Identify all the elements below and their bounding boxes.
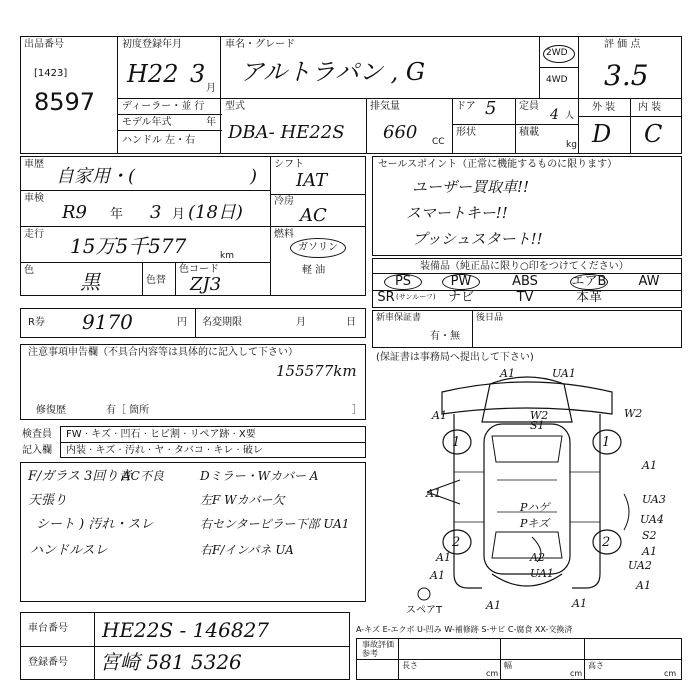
capacity-label: 定員 [519,101,539,112]
first-registration-era: H22 [127,60,179,88]
inspection-year-unit: 年 [110,207,124,222]
length-cm: cm [486,669,499,678]
fuel-gasoline: ガソリン [298,242,338,253]
inspection-label: 車検 [24,193,44,204]
length-label: 長さ [402,661,418,670]
history-label: 車歴 [24,159,44,170]
repair-history-label: 修復歴 [36,405,66,416]
frame-number-value: HE22S - 146827 [102,618,270,642]
divider [60,442,366,443]
sales-point-line: プッシュスタート!! [412,230,543,248]
remark-line: AC不良 [122,469,164,483]
auction-note: 参考 [362,649,378,658]
name-change-label: 名変期限 [202,317,242,328]
damage-mark: A2 [530,551,545,564]
name-change-month: 月 [296,317,306,328]
divider [195,308,196,338]
damage-mark: UA2 [628,559,652,572]
score-value: 3.5 [604,59,649,92]
door-label: ドア [456,101,476,112]
equipment-title: 装備品（純正品に限り○印をつけてください） [420,261,629,272]
registration-number-value: 宮崎 581 5326 [100,650,242,674]
sales-point-title: セールスポイント（正常に機能するものに限ります） [378,159,618,170]
equipment-circle [442,274,480,290]
damage-mark: S1 [530,419,545,432]
interior-label: 内 装 [638,102,662,113]
damage-mark: A1 [436,551,451,564]
divider [270,194,366,195]
inspection-month: 3 [150,202,162,223]
equipment-item: ナビ [447,290,474,305]
damage-mark: UA1 [530,567,554,580]
fuel-label: 燃料 [274,229,294,240]
recycle-value: 9170 [82,310,133,334]
auction-label: 事故評価 [362,640,394,649]
equipment-sr-note: (サンルーフ) [396,293,436,301]
equipment-item: PS [394,274,412,289]
divider [515,98,516,154]
damage-mark: A1 [642,545,657,558]
wheel-number: 1 [602,435,611,450]
recycle-block [20,308,366,338]
dealer-label: ディーラー・並 行 [122,101,205,112]
divider [20,190,270,191]
door-value: 5 [485,98,497,119]
color-code-value: ZJ3 [190,274,222,295]
divider [578,36,579,154]
damage-mark: A1 [426,487,441,500]
equipment-item: AW [638,274,660,289]
divider [20,262,270,263]
divider [20,226,270,227]
load-unit: kg [566,140,577,150]
divider [630,98,631,154]
remark-line: シート ) 汚れ・スレ [36,517,154,532]
divider [366,98,367,154]
damage-mark: Pハゲ [520,501,550,514]
equipment-item: PW [450,274,472,289]
fuel-diesel: 軽 油 [302,265,326,276]
divider [117,36,118,154]
equipment-circle [384,274,422,290]
damage-mark: S2 [642,529,657,542]
divider [539,67,578,68]
damage-mark: A1 [486,599,501,612]
wheel-number: 2 [452,535,461,550]
shift-label: シフト [274,159,304,170]
divider [175,262,176,296]
divider [472,310,473,348]
inspection-day: (18日) [188,202,243,223]
year-unit: 年 [206,117,216,128]
remark-line: ハンドルスレ [30,543,108,558]
damage-mark: A1 [432,409,447,422]
warranty-yes-no: 有・無 [430,331,460,342]
sales-point-line: ユーザー買取車!! [412,178,530,196]
damage-mark: A1 [430,569,445,582]
notes-title: 注意事項申告欄（不具合内容等は具体的に記入して下さい） [28,347,298,358]
equipment-item: 本革 [575,290,602,305]
displacement-label: 排気量 [370,101,400,112]
header-block [20,36,682,154]
car-name-value: アルトラパン , G [240,58,426,86]
width-label: 幅 [504,661,512,670]
displacement-value: 660 [383,122,418,143]
frame-number-label: 車台番号 [28,623,68,634]
history-value: 自家用・( [56,166,136,187]
spare-tire-label: スペアT [406,605,443,616]
month-unit: 月 [206,83,216,94]
damage-mark: A1 [572,597,587,610]
remark-line: 左F Wカバー欠 [200,493,285,507]
divider [20,646,350,647]
mileage-label: 走行 [24,229,44,240]
notes-mileage: 155577km [276,362,357,380]
remark-line: Dミラー・Wカバー A [200,469,319,483]
history-close: ) [250,166,258,187]
code-row-1: FW · キズ · 凹石 · ヒビ割 · リペア跡 · X要 [66,429,256,440]
drive-2wd: 2WD [546,48,568,58]
shape-label: 形状 [456,127,476,138]
capacity-unit: 人 [565,111,575,121]
interior-value: C [644,120,663,148]
equipment-item: SR [377,290,395,305]
capacity-value: 4 [550,107,559,123]
code-row-2: 内装 · キズ · 汚れ · ヤ · タバコ · キレ · 破レ [66,445,263,456]
width-cm: cm [570,669,583,678]
name-change-day: 日 [346,317,356,328]
divider [220,36,221,154]
mileage-unit: km [220,251,234,261]
damage-mark: A1 [636,579,651,592]
mileage-value: 15万5千577 [70,234,187,258]
inspection-month-unit: 月 [172,207,186,222]
new-car-warranty-label: 新車保証書 [376,313,422,323]
equipment-circle [570,274,608,290]
damage-legend: A-キズ E-エクボ U-凹み W-補修跡 S-サビ C-腐食 XX-交換済 [356,625,573,634]
write-label: 記入欄 [22,445,52,456]
ac-label: 冷房 [274,196,294,207]
shift-value: IAT [296,170,328,191]
color-code-label: 色コード [179,264,219,275]
type-value: DBA- HE22S [228,122,345,143]
remark-line: 天張り [28,493,68,508]
exterior-value: D [592,120,612,148]
equipment-item: ABS [512,274,538,289]
lot-number-label: 出品番号 [24,39,64,50]
equipment-item: TV [516,290,534,305]
damage-mark: A1 [500,367,515,380]
score-label: 評 価 点 [604,39,641,50]
color-label: 色 [24,265,34,276]
lot-sub-number: [1423] [34,68,68,79]
damage-mark: UA1 [552,367,576,380]
repair-history-close: ］ [352,405,362,416]
drive-4wd: 4WD [546,75,568,85]
damage-mark: A1 [642,459,657,472]
ac-value: AC [300,205,327,226]
inspection-year: R9 [62,202,88,223]
damage-mark: UA4 [640,513,664,526]
wheel-number: 1 [452,435,461,450]
remark-line: 右F/インパネ UA [200,543,294,557]
wheel-number: 2 [602,535,611,550]
registration-number-label: 登録番号 [28,657,68,668]
lot-number: 8597 [34,88,96,116]
exterior-label: 外 装 [592,102,616,113]
height-label: 高さ [588,661,604,670]
divider [117,130,222,131]
remark-line: 右センターピラー下部 UA1 [200,517,350,531]
tone-label: 色替 [146,275,166,286]
color-value: 黒 [80,270,100,294]
divider [117,114,222,115]
displacement-unit: CC [432,137,445,147]
divider [452,98,453,154]
remark-line: F/ガラス 3回り音 [28,469,132,484]
divider [452,124,578,125]
inspector-label: 検査員 [22,429,52,440]
load-label: 積載 [519,127,539,138]
equipment-item: エアB [571,274,607,289]
later-items-label: 後日品 [476,313,504,323]
height-cm: cm [664,669,677,678]
divider [117,98,578,99]
divider [142,262,143,296]
repair-history-value: 有［ 箇所 [106,405,150,416]
first-registration-month: 3 [190,60,206,88]
sales-point-line: スマートキー!! [406,204,508,222]
divider [356,659,682,660]
first-registration-label: 初度登録年月 [122,39,182,50]
damage-mark: Pキズ [520,517,550,530]
divider [270,226,366,227]
damage-mark: UA3 [642,493,666,506]
diagram-title: (保証書は事務局へ提出して下さい) [376,352,534,363]
car-diagram [372,362,682,612]
model-year-label: モデル年式 [122,117,172,128]
type-label: 型式 [225,101,245,112]
car-name-label: 車名・グレード [225,39,295,50]
damage-mark: W2 [530,409,549,422]
recycle-unit: 円 [177,317,187,328]
damage-mark: W2 [624,407,643,420]
handle-label: ハンドル 左・右 [122,135,196,146]
recycle-label: R券 [28,317,45,328]
